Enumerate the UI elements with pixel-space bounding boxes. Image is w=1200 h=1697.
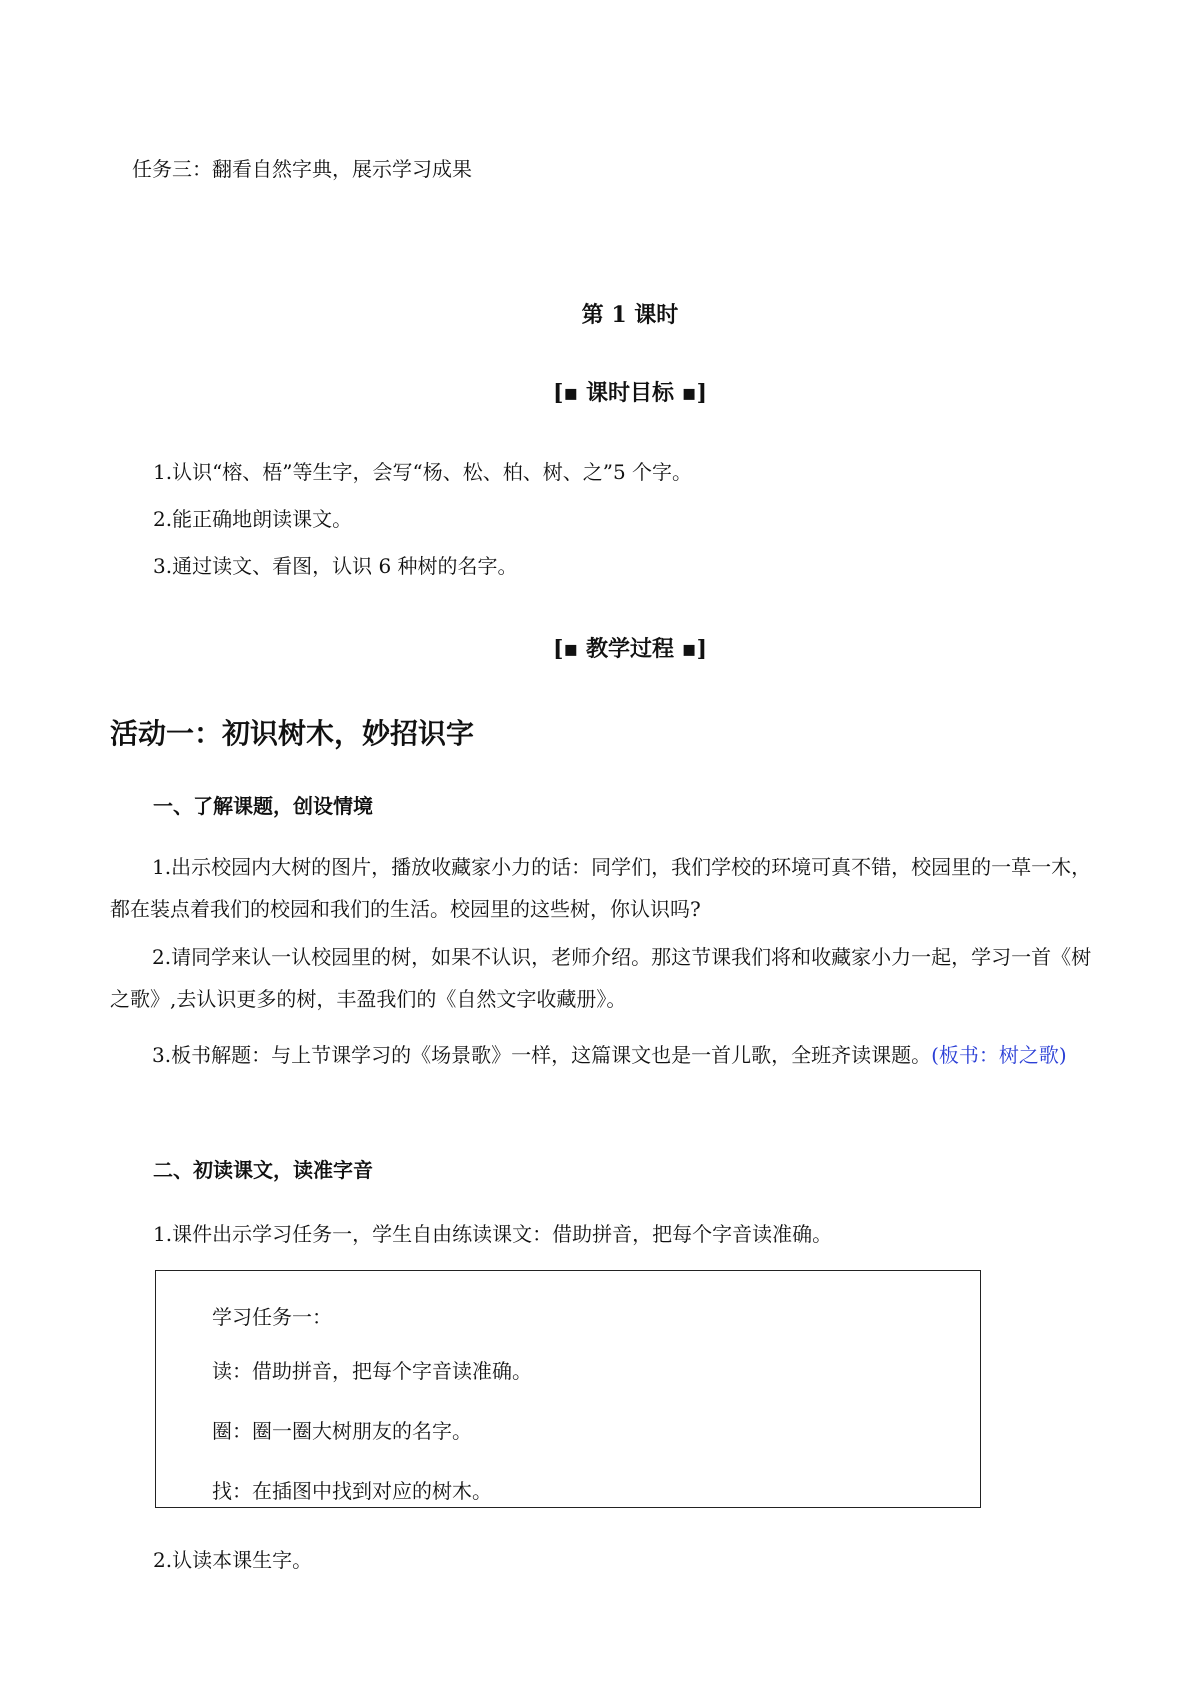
lesson-title: 第 1 课时 [581,302,679,328]
board-note: (板书：树之歌) [931,1043,1067,1067]
task-box-find: 找：在插图中找到对应的树木。 [212,1479,492,1503]
paragraph: 1.课件出示学习任务一，学生自由练读课文：借助拼音，把每个字音读准确。 [153,1222,833,1246]
task-box-title: 学习任务一： [212,1305,332,1329]
objectives-heading: [▪ 课时目标 ▪] [553,380,707,406]
part-two-title: 二、初读课文，读准字音 [153,1158,373,1182]
paragraph-board [110,1034,1100,1076]
process-heading: [▪ 教学过程 ▪] [553,636,707,662]
objective-item: 2.能正确地朗读课文。 [153,507,353,531]
task-three-line: 任务三：翻看自然字典，展示学习成果 [132,157,472,181]
objective-item: 3.通过读文、看图，认识 6 种树的名字。 [153,554,518,578]
learning-task-box [155,1270,981,1508]
activity-one-title: 活动一：初识树木，妙招识字 [110,717,475,750]
task-box-circle: 圈：圈一圈大树朋友的名字。 [212,1419,472,1443]
paragraph: 2.认读本课生字。 [153,1548,313,1572]
objective-item: 1.认识“榕、梧”等生字，会写“杨、松、柏、树、之”5 个字。 [153,460,693,484]
paragraph: 1.出示校园内大树的图片，播放收藏家小力的话：同学们，我们学校的环境可真不错，校园里的一草一木，都在装点着我们的校园和我们的生活。校园里的这些树，你认识吗? [110,855,1092,921]
paragraph: 2.请同学来认一认校园里的树，如果不认识，老师介绍。那这节课我们将和收藏家小力一起，学习一首《树之歌》,去认识更多的树，丰盈我们的《自然文字收藏册》。 [110,945,1092,1011]
task-box-read: 读：借助拼音，把每个字音读准确。 [212,1359,532,1383]
paragraph-main-text: 3.板书解题：与上节课学习的《场景歌》一样，这篇课文也是一首儿歌，全班齐读课题。 [152,1043,932,1067]
part-one-title: 一、了解课题，创设情境 [153,794,373,818]
